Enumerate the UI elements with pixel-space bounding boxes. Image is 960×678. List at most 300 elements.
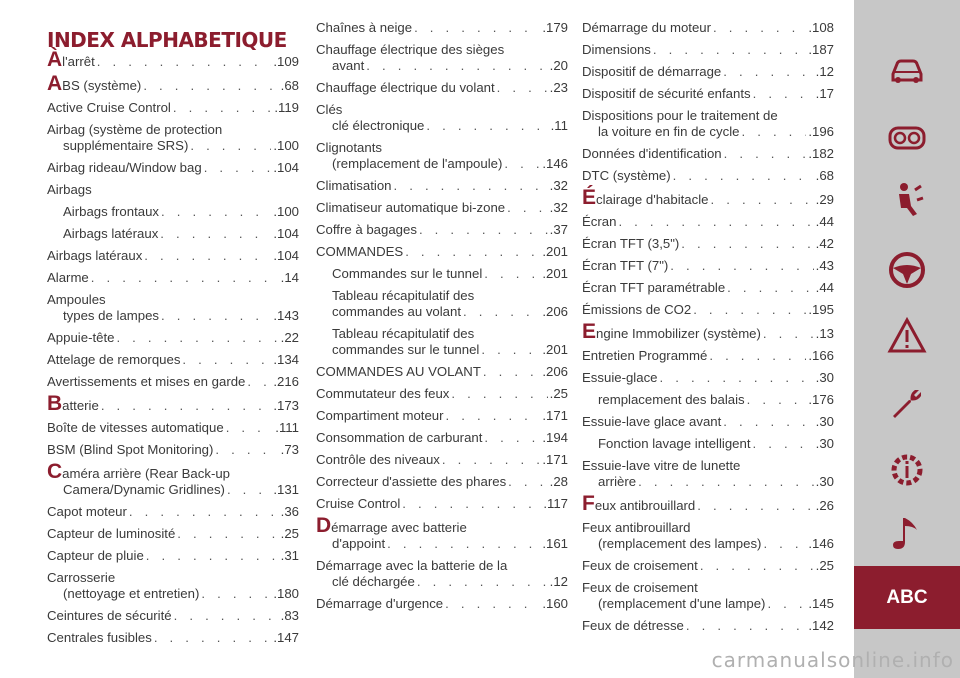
entry-text: Consommation de carburant [316, 430, 483, 445]
page-number: .25 [549, 386, 568, 401]
entry-text: Airbag rideau/Window bag [47, 160, 202, 175]
index-entry[interactable] [582, 320, 834, 343]
page-number: .142 [808, 618, 834, 633]
index-entry[interactable] [47, 504, 299, 520]
entry-text: (remplacement des lampes) [598, 536, 762, 551]
entry-text: COMMANDES AU VOLANT [316, 364, 481, 379]
index-entry[interactable] [47, 48, 299, 71]
entry-text: Compartiment moteur [316, 408, 444, 423]
index-entry[interactable] [316, 178, 568, 194]
index-entry[interactable] [316, 266, 568, 282]
page-number: .145 [808, 596, 834, 611]
abc-index-tab[interactable]: ABC [854, 566, 960, 629]
entry-text: BSM (Blind Spot Monitoring) [47, 442, 214, 457]
page-number: .216 [273, 374, 299, 389]
leader-dots [753, 86, 814, 102]
entry-text: (remplacement de l'ampoule) [332, 156, 503, 171]
leader-dots [161, 204, 271, 220]
index-entry[interactable] [316, 386, 568, 402]
index-entry[interactable] [47, 270, 299, 286]
entry-text: arrière [598, 474, 637, 489]
entry-text: la voiture en fin de cycle [598, 124, 740, 139]
entry-text: Chauffage électrique des sièges [316, 42, 505, 57]
entry-text: Démarrage d'urgence [316, 596, 444, 611]
leader-dots [700, 558, 814, 574]
entry-text: Dispositions pour le traitement de [582, 108, 778, 123]
page-number: .12 [815, 64, 834, 79]
entry-text: Dispositif de démarrage [582, 64, 722, 79]
entry-text: Données d'identification [582, 146, 722, 161]
leader-dots [226, 420, 274, 436]
page-number: .196 [808, 124, 834, 139]
leader-dots [767, 596, 806, 612]
leader-dots [201, 586, 271, 602]
page-number: .173 [273, 398, 299, 413]
page-number: .100 [273, 204, 299, 219]
entry-text: Tableau récapitulatif des [332, 326, 475, 341]
leader-dots [442, 452, 540, 468]
page-number: .119 [274, 100, 299, 115]
entry-text: Clés [316, 102, 343, 117]
index-entry[interactable] [582, 392, 834, 408]
entry-text: types de lampes [63, 308, 160, 323]
leader-dots [173, 100, 272, 116]
index-entry[interactable] [582, 302, 834, 318]
index-entry[interactable] [582, 86, 834, 102]
entry-text: Émissions de CO2 [582, 302, 692, 317]
index-entry[interactable] [582, 258, 834, 274]
entry-text: BS (système) [62, 78, 142, 93]
leader-dots [763, 536, 806, 552]
leader-dots [190, 138, 271, 154]
index-entry[interactable] [47, 72, 299, 95]
entry-text: commandes au volant [332, 304, 462, 319]
page-number: .160 [542, 596, 568, 611]
leader-dots [711, 192, 814, 208]
entry-text: Climatisation [316, 178, 392, 193]
page-number: .146 [808, 536, 834, 551]
page-number: .182 [808, 146, 834, 161]
watermark: carmanualsonline.info [711, 648, 954, 672]
leader-dots [753, 436, 814, 452]
page-number: .43 [815, 258, 834, 273]
leader-dots [483, 364, 540, 380]
entry-text: Airbags latéraux [63, 226, 159, 241]
leader-dots [481, 342, 540, 358]
index-entry[interactable] [582, 42, 834, 58]
page-number: .37 [549, 222, 568, 237]
leader-dots [660, 370, 814, 386]
page-number: .31 [280, 548, 299, 563]
entry-text: eux antibrouillard [594, 498, 696, 513]
entry-text: Attelage de remorques [47, 352, 181, 367]
index-entry[interactable] [582, 558, 834, 574]
index-entry[interactable] [316, 244, 568, 260]
leader-dots [129, 504, 279, 520]
entry-text: atterie [62, 398, 99, 413]
index-entry[interactable] [582, 280, 834, 296]
index-entry[interactable] [47, 226, 299, 242]
leader-dots [727, 280, 813, 296]
entry-text: améra arrière (Rear Back-up [62, 466, 231, 481]
index-entry[interactable] [47, 374, 299, 390]
entry-text: Démarrage du moteur [582, 20, 712, 35]
index-entry[interactable] [582, 618, 834, 634]
section-letter: A [47, 72, 63, 95]
entry-text: Coffre à bagages [316, 222, 417, 237]
page-number: .28 [549, 474, 568, 489]
leader-dots [215, 442, 278, 458]
entry-text: Airbags frontaux [63, 204, 160, 219]
entry-text: Commandes sur le tunnel [332, 266, 483, 281]
index-entry[interactable] [582, 146, 834, 162]
leader-dots [638, 474, 814, 490]
section-letter: D [316, 514, 332, 537]
entry-text: Chaînes à neige [316, 20, 413, 35]
chapter-sidebar [854, 0, 960, 678]
leader-dots [484, 430, 540, 446]
index-entry[interactable] [316, 140, 568, 172]
index-entry[interactable] [582, 458, 834, 490]
entry-text: DTC (système) [582, 168, 671, 183]
index-entry[interactable] [47, 182, 299, 198]
entry-text: supplémentaire SRS) [63, 138, 189, 153]
page-number: .68 [815, 168, 834, 183]
index-entry[interactable] [47, 248, 299, 264]
index-entry[interactable] [47, 204, 299, 220]
leader-dots [653, 42, 806, 58]
entry-text: d'appoint [332, 536, 386, 551]
index-entry[interactable] [316, 596, 568, 612]
leader-dots [144, 248, 271, 264]
entry-text: Contrôle des niveaux [316, 452, 440, 467]
leader-dots [741, 124, 806, 140]
entry-text: Boîte de vitesses automatique [47, 420, 224, 435]
index-entry[interactable] [47, 330, 299, 346]
page-number: .206 [542, 364, 568, 379]
page-number: .22 [280, 330, 299, 345]
page-number: .134 [273, 352, 299, 367]
entry-text: Écran [582, 214, 617, 229]
index-entry[interactable] [47, 122, 299, 154]
leader-dots [419, 222, 548, 238]
leader-dots [507, 200, 548, 216]
leader-dots [618, 214, 813, 230]
page-number: .44 [815, 280, 834, 295]
page-number: .13 [815, 326, 834, 341]
entry-text: l'arrêt [62, 54, 95, 69]
index-entry[interactable] [582, 108, 834, 140]
entry-text: remplacement des balais [598, 392, 745, 407]
index-column-3 [582, 20, 834, 640]
index-entry[interactable] [582, 414, 834, 430]
index-entry[interactable] [47, 392, 299, 415]
page-number: .194 [542, 430, 568, 445]
leader-dots [697, 498, 813, 514]
leader-dots [670, 258, 813, 274]
index-column-2 [316, 20, 568, 618]
index-entry[interactable] [316, 452, 568, 468]
index-entry[interactable] [316, 558, 568, 590]
leader-dots [101, 398, 272, 414]
index-entry[interactable] [582, 348, 834, 364]
index-entry[interactable] [47, 420, 299, 436]
page-number: .180 [273, 586, 299, 601]
index-entry[interactable] [582, 520, 834, 552]
page-number: .109 [273, 54, 299, 69]
page-number: .14 [280, 270, 299, 285]
page-number: .44 [815, 214, 834, 229]
page-number: .25 [280, 526, 299, 541]
page-number: .176 [808, 392, 834, 407]
entry-text: Essuie-lave vitre de lunette [582, 458, 741, 473]
section-letter: É [582, 186, 597, 209]
index-entry[interactable] [47, 352, 299, 368]
entry-text: Écran TFT paramétrable [582, 280, 726, 295]
leader-dots [204, 160, 272, 176]
index-entry[interactable] [582, 370, 834, 386]
leader-dots [723, 64, 813, 80]
index-entry[interactable] [582, 436, 834, 452]
entry-text: Clignotants [316, 140, 382, 155]
index-entry[interactable] [47, 548, 299, 564]
page-number: .42 [815, 236, 834, 251]
leader-dots [497, 80, 548, 96]
leader-dots [387, 536, 540, 552]
entry-text: Feux de croisement [582, 558, 698, 573]
entry-text: Ampoules [47, 292, 106, 307]
index-entry[interactable] [316, 20, 568, 36]
entry-text: Feux de croisement [582, 580, 698, 595]
leader-dots [366, 58, 547, 74]
page-number: .201 [542, 266, 568, 281]
page-number: .36 [280, 504, 299, 519]
leader-dots [673, 168, 814, 184]
leader-dots [686, 618, 806, 634]
page-number: .143 [273, 308, 299, 323]
index-entry[interactable] [316, 474, 568, 490]
entry-text: commandes sur le tunnel [332, 342, 480, 357]
entry-text: Commutateur des feux [316, 386, 450, 401]
leader-dots [446, 408, 541, 424]
leader-dots [405, 244, 540, 260]
leader-dots [681, 236, 813, 252]
index-entry[interactable] [316, 496, 568, 512]
page-number: .117 [543, 496, 568, 511]
index-entry[interactable] [47, 460, 299, 498]
index-entry[interactable] [47, 570, 299, 602]
leader-dots [763, 326, 814, 342]
leader-dots [747, 392, 807, 408]
page-number: .171 [542, 408, 568, 423]
index-entry[interactable] [316, 200, 568, 216]
entry-label: Airbags [47, 182, 92, 197]
entry-text: Carrosserie [47, 570, 116, 585]
entry-text: Avertissements et mises en garde [47, 374, 246, 389]
entry-text: Démarrage avec la batterie de la [316, 558, 508, 573]
page-number: .11 [550, 118, 568, 133]
page-number: .30 [815, 414, 834, 429]
entry-text: Active Cruise Control [47, 100, 171, 115]
gear-info-icon[interactable] [887, 450, 927, 490]
page-number: .195 [808, 302, 834, 317]
leader-dots [414, 20, 540, 36]
seat-belt-icon[interactable] [887, 180, 927, 220]
leader-dots [463, 304, 540, 320]
entry-text: Dispositif de sécurité enfants [582, 86, 751, 101]
page-number: .161 [542, 536, 568, 551]
entry-text: émarrage avec batterie [331, 520, 467, 535]
page-number: .147 [273, 630, 299, 645]
page-number: .201 [542, 342, 568, 357]
entry-text: avant [332, 58, 365, 73]
index-entry[interactable] [47, 630, 299, 646]
entry-text: (remplacement d'une lampe) [598, 596, 766, 611]
page-number: .30 [815, 436, 834, 451]
entry-text: COMMANDES [316, 244, 404, 259]
entry-text: Écran TFT (3,5") [582, 236, 680, 251]
entry-text: clé déchargée [332, 574, 415, 589]
leader-dots [91, 270, 279, 286]
leader-dots [693, 302, 806, 318]
section-letter: À [47, 48, 63, 71]
page-number: .104 [273, 248, 299, 263]
entry-text: Ceintures de sécurité [47, 608, 172, 623]
leader-dots [484, 266, 540, 282]
leader-dots [504, 156, 540, 172]
page-number: .20 [549, 58, 568, 73]
entry-text: Alarme [47, 270, 89, 285]
entry-text: Écran TFT (7") [582, 258, 669, 273]
page-number: .179 [542, 20, 568, 35]
entry-text: Tableau récapitulatif des [332, 288, 475, 303]
index-entry[interactable] [316, 102, 568, 134]
page-number: .83 [280, 608, 299, 623]
page-number: .25 [815, 558, 834, 573]
entry-text: Dimensions [582, 42, 651, 57]
entry-text: Fonction lavage intelligent [598, 436, 751, 451]
leader-dots [451, 386, 547, 402]
page-number: .26 [815, 498, 834, 513]
entry-text: Capteur de pluie [47, 548, 144, 563]
leader-dots [713, 20, 806, 36]
index-entry[interactable] [582, 492, 834, 515]
page-number: .100 [273, 138, 299, 153]
entry-text: Feux de détresse [582, 618, 684, 633]
index-entry[interactable] [47, 160, 299, 176]
page-number: .131 [273, 482, 299, 497]
leader-dots [174, 608, 279, 624]
leader-dots [182, 352, 271, 368]
index-entry[interactable] [316, 430, 568, 446]
page-number: .104 [273, 226, 299, 241]
leader-dots [508, 474, 547, 490]
leader-dots [177, 526, 278, 542]
page-number: .32 [549, 178, 568, 193]
index-entry[interactable] [316, 222, 568, 238]
entry-text: Centrales fusibles [47, 630, 152, 645]
index-entry[interactable] [316, 80, 568, 96]
page-number: .30 [815, 370, 834, 385]
entry-text: Essuie-lave glace avant [582, 414, 722, 429]
leader-dots [247, 374, 271, 390]
leader-dots [97, 54, 272, 70]
leader-dots [417, 574, 548, 590]
page-number: .108 [808, 20, 834, 35]
index-entry[interactable] [316, 288, 568, 320]
entry-text: clé électronique [332, 118, 425, 133]
index-entry[interactable] [316, 514, 568, 552]
page-number: .166 [808, 348, 834, 363]
leader-dots [402, 496, 541, 512]
index-entry[interactable] [47, 608, 299, 624]
page-number: .17 [815, 86, 834, 101]
index-entry[interactable] [582, 214, 834, 230]
index-entry[interactable] [47, 442, 299, 458]
entry-text: Chauffage électrique du volant [316, 80, 495, 95]
leader-dots [445, 596, 540, 612]
page-number: .73 [280, 442, 299, 457]
leader-dots [143, 78, 278, 94]
entry-text: Airbag (système de protection [47, 122, 223, 137]
leader-dots [709, 348, 806, 364]
music-note-icon[interactable] [887, 514, 927, 554]
section-letter: C [47, 460, 63, 483]
index-entry[interactable] [316, 408, 568, 424]
steering-wheel-icon[interactable] [887, 250, 927, 290]
page-number: .32 [549, 200, 568, 215]
entry-text: Climatiseur automatique bi-zone [316, 200, 506, 215]
index-entry[interactable] [316, 364, 568, 380]
entry-text: ngine Immobilizer (système) [596, 326, 761, 341]
index-title: INDEX ALPHABETIQUE [47, 28, 287, 52]
leader-dots [154, 630, 272, 646]
gauge-icon[interactable] [887, 118, 927, 158]
index-entry[interactable] [582, 186, 834, 209]
wrench-icon[interactable] [887, 384, 927, 424]
index-entry[interactable] [582, 580, 834, 612]
index-entry[interactable] [582, 168, 834, 184]
page-number: .12 [549, 574, 568, 589]
index-entry[interactable] [582, 64, 834, 80]
car-icon[interactable] [887, 50, 927, 90]
index-entry[interactable] [582, 20, 834, 36]
index-entry[interactable] [47, 526, 299, 542]
page-number: .68 [280, 78, 299, 93]
entry-text: Capot moteur [47, 504, 127, 519]
page-number: .23 [549, 80, 568, 95]
page-number: .201 [542, 244, 568, 259]
page-number: .187 [808, 42, 834, 57]
entry-text: Essuie-glace [582, 370, 658, 385]
index-entry[interactable] [582, 236, 834, 252]
warning-triangle-icon[interactable] [887, 316, 927, 356]
section-letter: F [582, 492, 595, 515]
page-number: .30 [815, 474, 834, 489]
entry-text: (nettoyage et entretien) [63, 586, 200, 601]
leader-dots [146, 548, 279, 564]
leader-dots [724, 146, 807, 162]
index-entry[interactable] [316, 326, 568, 358]
index-entry[interactable] [47, 292, 299, 324]
index-entry[interactable] [316, 42, 568, 74]
leader-dots [723, 414, 813, 430]
entry-text: Entretien Programmé [582, 348, 708, 363]
entry-text: Cruise Control [316, 496, 401, 511]
leader-dots [227, 482, 271, 498]
index-entry[interactable] [47, 100, 299, 116]
page-number: .29 [815, 192, 834, 207]
